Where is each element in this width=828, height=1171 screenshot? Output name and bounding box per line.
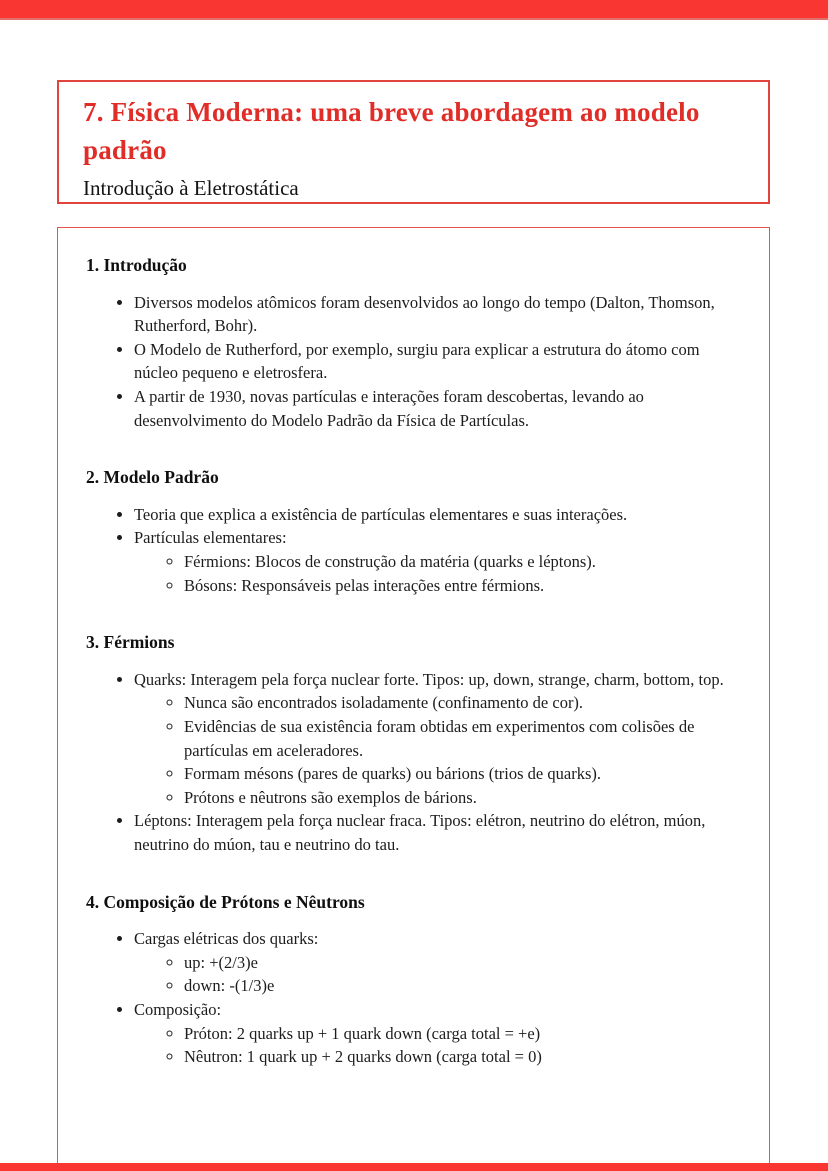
- sub-bullet-list: [134, 691, 739, 809]
- sub-list-item: ◦ Férmions: Blocos de construção da matéria (quarks e léptons).: [184, 550, 739, 574]
- bottom-accent-bar: [0, 1163, 828, 1171]
- page-title: 7. Física Moderna: uma breve abordagem ao modelo padrão: [83, 97, 700, 166]
- sub-bullet-list: [134, 951, 739, 998]
- sub-list-item: ◦ Prótons e nêutrons são exemplos de bárions.: [184, 786, 739, 810]
- sub-list-item: ◦ Próton: 2 quarks up + 1 quark down (carga total = +e): [184, 1022, 739, 1046]
- page-subtitle: Introdução à Eletrostática: [83, 175, 299, 200]
- bullet-list: [86, 503, 739, 597]
- top-accent-bar: [0, 0, 828, 20]
- bullet-list: [86, 291, 739, 433]
- content-box: [57, 227, 770, 1171]
- title-box: [57, 80, 770, 204]
- list-item: • A partir de 1930, novas partículas e interações foram descobertas, levando ao desenvolvimento do Modelo Padrão da Física de Partículas.: [134, 385, 739, 432]
- list-item: • Partículas elementares: ◦ Férmions: Blocos de construção da matéria (quarks e léptons). ◦ Bósons: Responsáveis pelas interações entre férmions.: [134, 526, 739, 597]
- list-item: • Quarks: Interagem pela força nuclear forte. Tipos: up, down, strange, charm, bottom, top. ◦ Nunca são encontrados isoladamente (confinamento de cor). ◦ Evidências de sua existência foram obtidas em experimentos com colisões de partículas em aceleradores. ◦ Formam mésons (pares de quarks) ou bárions (trios de quarks). ◦ Prótons e nêutrons são exemplos de bárions.: [134, 668, 739, 810]
- sub-list-item: ◦ Nêutron: 1 quark up + 2 quarks down (carga total = 0): [184, 1045, 739, 1069]
- list-item: • O Modelo de Rutherford, por exemplo, surgiu para explicar a estrutura do átomo com núcleo pequeno e eletrosfera.: [134, 338, 739, 385]
- sub-bullet-list: [134, 550, 739, 597]
- sub-bullet-list: [134, 1022, 739, 1069]
- section-heading: 3. Férmions: [86, 632, 175, 653]
- sub-list-item: ◦ Evidências de sua existência foram obtidas em experimentos com colisões de partículas em aceleradores.: [184, 715, 739, 762]
- list-item: • Léptons: Interagem pela força nuclear fraca. Tipos: elétron, neutrino do elétron, múon, neutrino do múon, tau e neutrino do tau.: [134, 809, 739, 856]
- bullet-list: [86, 668, 739, 857]
- list-item: • Composição: ◦ Próton: 2 quarks up + 1 quark down (carga total = +e) ◦ Nêutron: 1 quark up + 2 quarks down (carga total = 0): [134, 998, 739, 1069]
- bullet-list: [86, 927, 739, 1069]
- sub-list-item: ◦ Nunca são encontrados isoladamente (confinamento de cor).: [184, 691, 739, 715]
- list-item: • Cargas elétricas dos quarks: ◦ up: +(2/3)e ◦ down: -(1/3)e: [134, 927, 739, 998]
- sub-list-item: ◦ down: -(1/3)e: [184, 974, 739, 998]
- section-heading: 1. Introdução: [86, 255, 187, 275]
- sub-list-item: ◦ Bósons: Responsáveis pelas interações entre férmions.: [184, 574, 739, 598]
- list-item: • Diversos modelos atômicos foram desenvolvidos ao longo do tempo (Dalton, Thomson, Rutherford, Bohr).: [134, 291, 739, 338]
- list-item: • Teoria que explica a existência de partículas elementares e suas interações.: [134, 503, 739, 527]
- sub-list-item: ◦ Formam mésons (pares de quarks) ou bárions (trios de quarks).: [184, 762, 739, 786]
- sub-list-item: ◦ up: +(2/3)e: [184, 951, 739, 975]
- section-heading: 4. Composição de Prótons e Nêutrons: [86, 891, 365, 912]
- section-heading: 2. Modelo Padrão: [86, 467, 219, 488]
